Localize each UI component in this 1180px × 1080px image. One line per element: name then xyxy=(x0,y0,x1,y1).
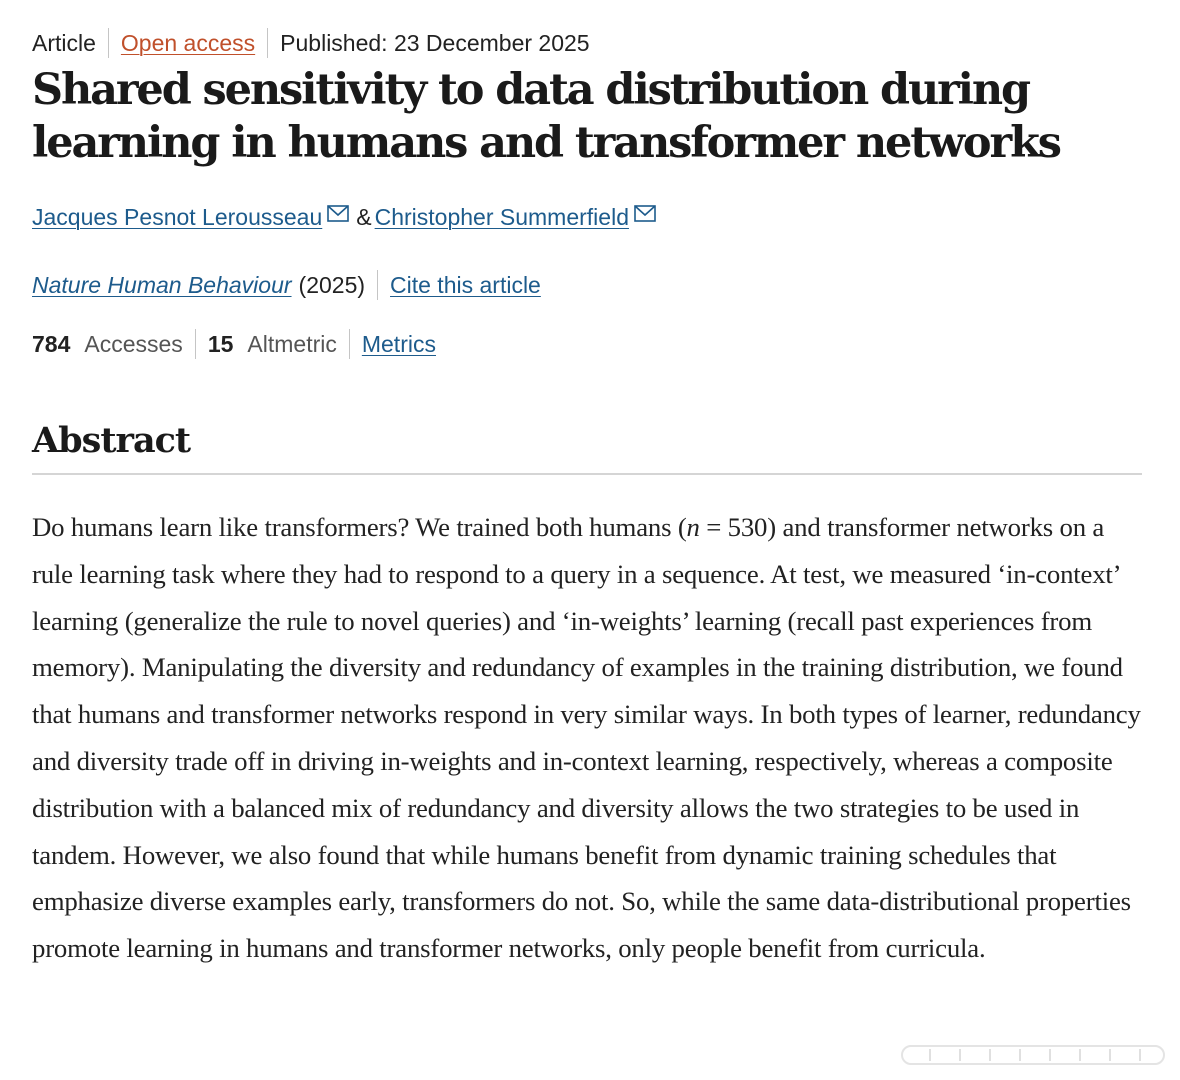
article-title: Shared sensitivity to data distribution during learning in humans and transformer networks xyxy=(32,65,1060,168)
abstract-text-rest: ) and transformer networks on a rule learning task where they had to respond to a query in a sequence. At test, we measured ‘in-context’ learning (generalize the rule to novel queries) and ‘in-weights’ learning (recall past experiences from memory). Manipulating the diversity and redundancy of examples in the training distribution, we found that humans and transformer networks respond in very similar ways. In both types of learner, redundancy and diversity trade off in driving in-weights and in-context learning, respectively, whereas a composite distribution with a balanced mix of redundancy and diversity allows the two strategies to be used in tandem. However, we also found that while humans benefit from dynamic training schedules that emphasize diverse examples early, transformers do not. So, while the same data-distributional properties promote learning in humans and transformer networks, only people benefit from curricula. xyxy=(32,512,1141,964)
mail-icon[interactable] xyxy=(634,201,656,228)
abstract-heading: Abstract xyxy=(32,420,1142,475)
accesses-count: 784 xyxy=(32,330,71,357)
meta-divider xyxy=(267,28,268,58)
author-link[interactable]: Christopher Summerfield xyxy=(374,204,629,230)
metrics-divider xyxy=(195,329,196,359)
watermark xyxy=(900,1040,1170,1070)
open-access-link[interactable]: Open access xyxy=(120,29,256,56)
altmetric-count: 15 xyxy=(207,330,234,357)
citation-divider xyxy=(377,270,378,300)
article-page xyxy=(32,24,1142,999)
citation-row xyxy=(32,269,1142,301)
author-list xyxy=(32,204,1142,231)
journal-link[interactable]: Nature Human Behaviour xyxy=(32,271,292,298)
article-type: Article xyxy=(32,29,96,56)
accesses-label: Accesses xyxy=(84,330,183,357)
sample-size-symbol: n xyxy=(686,512,700,543)
metrics-link[interactable]: Metrics xyxy=(361,330,436,357)
metrics-divider xyxy=(349,329,350,359)
abstract-body xyxy=(32,504,1142,972)
article-meta-row xyxy=(32,24,1142,62)
publication-year: (2025) xyxy=(298,271,366,298)
metrics-row xyxy=(32,328,1142,360)
mail-icon[interactable] xyxy=(327,201,349,228)
author-link[interactable]: Jacques Pesnot Lerousseau xyxy=(32,204,323,230)
author-separator: & xyxy=(356,204,372,230)
abstract-text-start: Do humans learn like transformers? We trained both humans ( xyxy=(32,512,687,543)
sample-size-value: = 530 xyxy=(699,512,768,543)
meta-divider xyxy=(108,28,109,58)
altmetric-label: Altmetric xyxy=(247,330,337,357)
cite-article-link[interactable]: Cite this article xyxy=(390,271,541,298)
published-date: Published: 23 December 2025 xyxy=(280,29,590,56)
